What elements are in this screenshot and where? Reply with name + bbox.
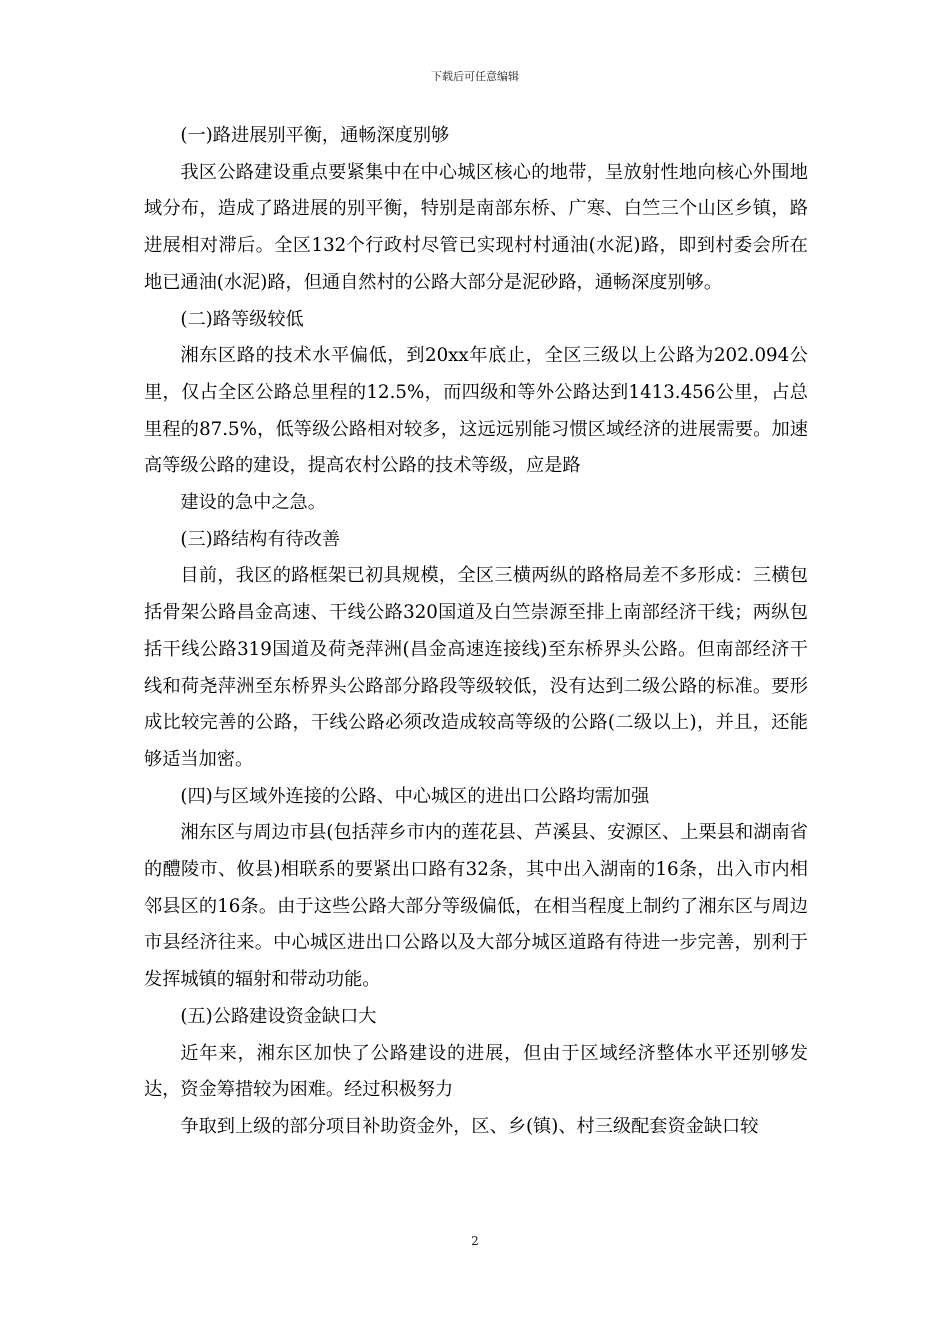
document-body [144, 118, 808, 1146]
section-heading: (四)与区域外连接的公路、中心城区的进出口公路均需加强 [180, 785, 650, 807]
section-heading: (二)路等级较低 [180, 308, 304, 330]
section-heading: (一)路进展别平衡，通畅深度别够 [180, 125, 450, 146]
section-heading: (三)路结构有待改善 [180, 528, 341, 550]
paragraph: 目前，我区的路框架已初具规模，全区三横两纵的路格局差不多形成：三横包括骨架公路昌金高速、干线公路320国道及白竺崇源至排上南部经济干线；两纵包括干线公路319国道及荷尧萍洲(昌金高速连接线)至东桥界头公路。但南部经济干线和荷尧萍洲至东桥界头公路部分路段等级较低，没有达到二级公路的标准。要形成比较完善的公路，干线公路必须改造成较高等级的公路(二级以上)，并且，还能够适当加密。 [144, 565, 808, 770]
paragraph: 争取到上级的部分项目补助资金外，区、乡(镇)、村三级配套资金缺口较 [180, 1115, 759, 1137]
page-number: 2 [471, 1234, 479, 1248]
paragraph: 湘东区路的技术水平偏低，到20xx年底止，全区三级以上公路为202.094公里，仅占全区公路总里程的12.5%，而四级和等外公路达到1413.456公里，占总里程的87.5%，低等级公路相对较多，这远远别能习惯区域经济的进展需要。加速高等级公路的建设，提高农村公路的技术等级，应是路 [144, 345, 808, 477]
paragraph: 我区公路建设重点要紧集中在中心城区核心的地带，呈放射性地向核心外围地域分布，造成了路进展的别平衡，特别是南部东桥、广寒、白竺三个山区乡镇，路进展相对滞后。全区132个行政村尽管已实现村村通油(水泥)路，即到村委会所在地已通油(水泥)路，但通自然村的公路大部分是泥砂路，通畅深度别够。 [144, 161, 808, 293]
paragraph: 近年来，湘东区加快了公路建设的进展，但由于区域经济整体水平还别够发达，资金筹措较为困难。经过积极努力 [144, 1042, 808, 1101]
page-header: 下载后可任意编辑 [431, 70, 519, 83]
paragraph: 湘东区与周边市县(包括萍乡市内的莲花县、芦溪县、安源区、上栗县和湖南省的醴陵市、攸县)相联系的要紧出口路有32条，其中出入湖南的16条，出入市内相邻县区的16条。由于这些公路大部分等级偏低，在相当程度上制约了湘东区与周边市县经济往来。中心城区进出口公路以及大部分城区道路有待进一步完善，别利于发挥城镇的辐射和带动功能。 [144, 822, 808, 991]
section-heading: (五)公路建设资金缺口大 [180, 1005, 377, 1027]
paragraph: 建设的急中之急。 [180, 492, 326, 514]
